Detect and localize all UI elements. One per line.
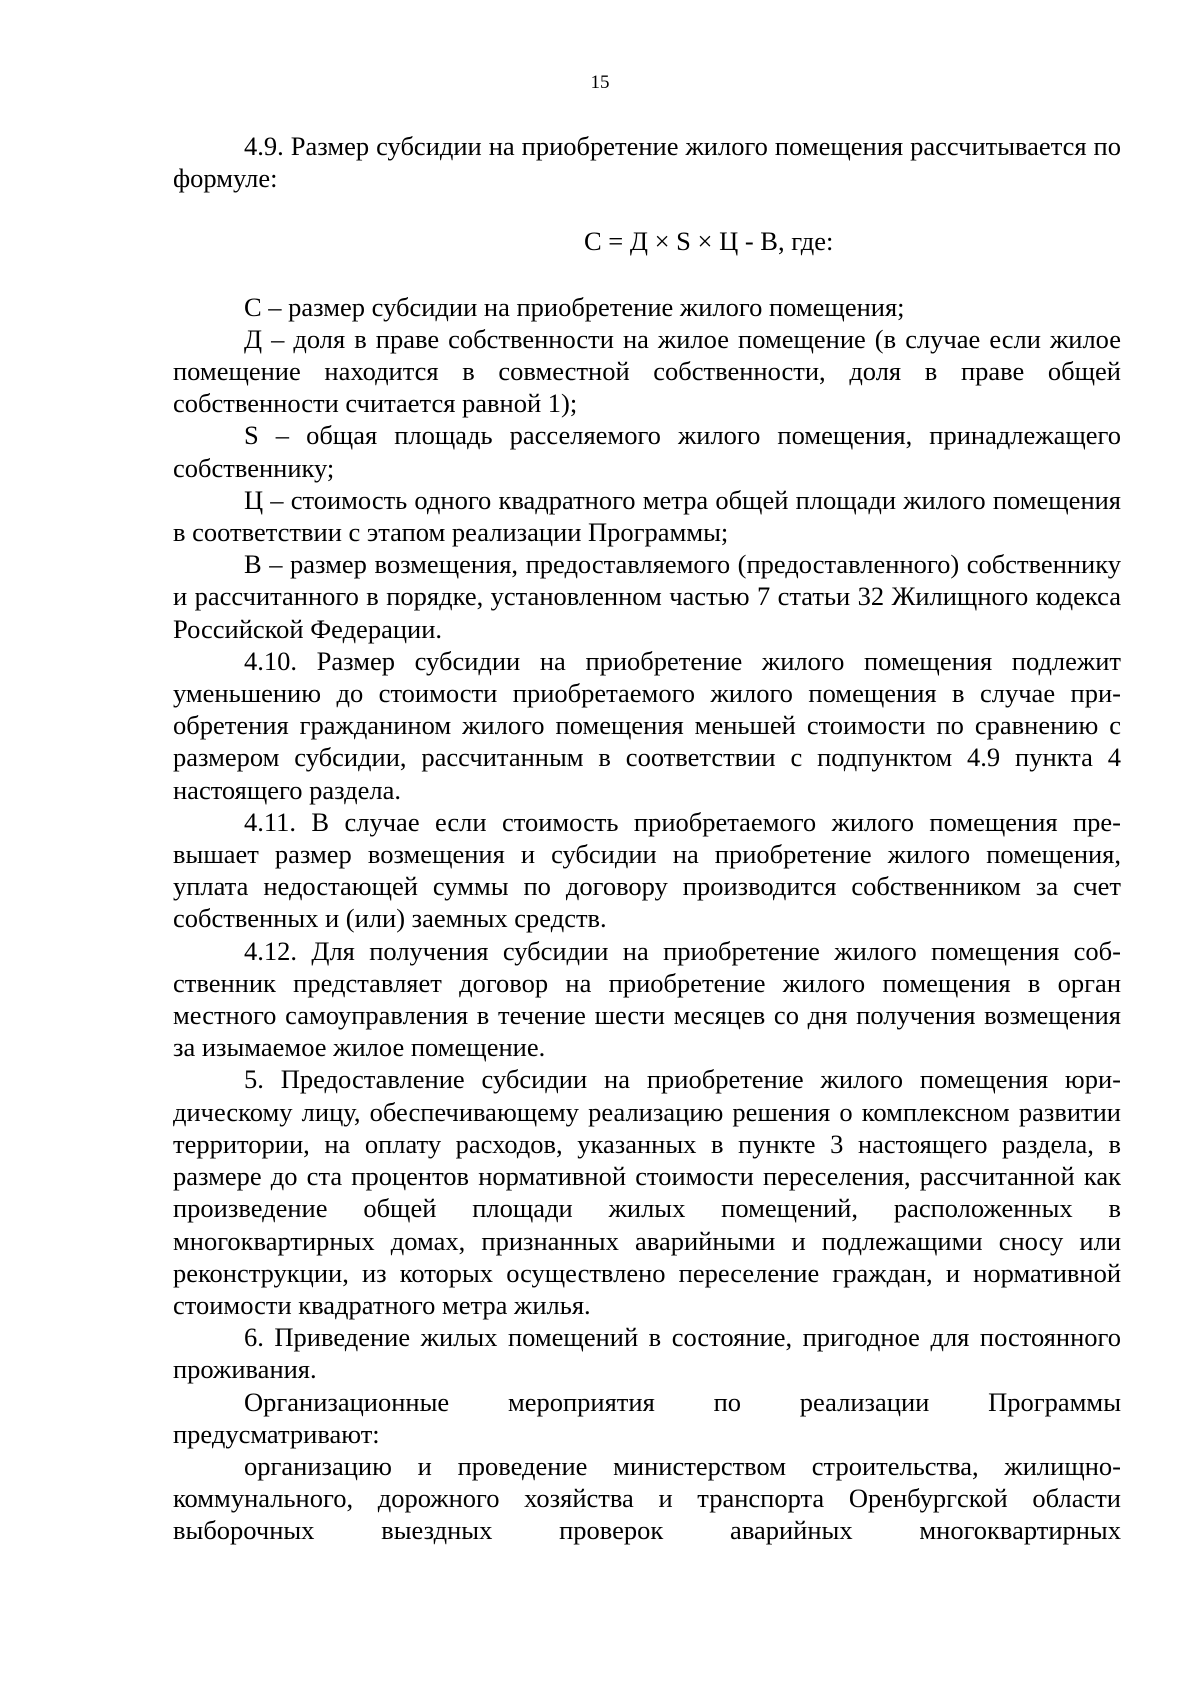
paragraph-organization-item: организацию и проведение министерством строительства, жилищно-коммунального, дорожного хозяйства и транспорта Оренбургской области выборочных выездных проверок аварийных многоквартирных [173,1450,1121,1546]
paragraph-6: 6. Приведение жилых помещений в состояние, пригодное для постоянного проживания. [173,1322,1121,1385]
page-number: 15 [590,72,610,93]
definition-s: S – общая площадь расселяемого жилого помещения, принадлежащего собственнику; [173,420,1121,483]
paragraph-4-11: 4.11. В случае если стоимость приобретаемого жилого помещения превышает размер возмещения и субсидии на приобретение жилого помещения, уплата недостающей суммы по договору производится собственником за счет собственных и (или) заемных средств. [173,806,1121,934]
paragraph-4-9: 4.9. Размер субсидии на приобретение жилого помещения рассчитывается по формуле: [173,131,1121,194]
paragraph-4-10: 4.10. Размер субсидии на приобретение жилого помещения подлежит уменьшению до стоимости приобретаемого жилого помещения в случае приобретения гражданином жилого помещения меньшей стоимости по сравнению с размером субсидии, рассчитанным в соответствии с подпунктом 4.9 пункта 4 настоящего раздела. [173,645,1121,805]
definition-ts: Ц – стоимость одного квадратного метра общей площади жилого помещения в соответствии с этапом реализации Программы; [173,484,1121,548]
paragraph-4-12: 4.12. Для получения субсидии на приобретение жилого помещения собственник представляет договор на приобретение жилого помещения в орган местного самоуправления в течение шести месяцев со дня получения возмещения за изымаемое жилое помещение. [173,935,1121,1063]
paragraph-organizational-measures: Организационные мероприятия по реализации Программы предусматривают: [173,1386,1121,1449]
definition-d: Д – доля в праве собственности на жилое помещение (в случае если жилое помещение находится в совместной собственности, доля в праве общей собственности считается равной 1); [173,323,1121,419]
subsidy-formula: С = Д × S × Ц - В, где: [584,226,834,257]
definition-v: В – размер возмещения, предоставляемого (предоставленного) собственнику и рассчитанного в порядке, установленном частью 7 статьи 32 Жилищного кодекса Российской Федерации. [173,549,1121,644]
paragraph-5: 5. Предоставление субсидии на приобретение жилого помещения юридическому лицу, обеспечивающему реализацию решения о комплексном развитии территории, на оплату расходов, указанных в пункте 3 настоящего раздела, в размере до ста процентов нормативной стоимости переселения, рассчитанной как произведение общей площади жилых помещений, расположенных в многоквартирных домах, признанных аварийными и подлежащими сносу или реконструкции, из которых осуществлено переселение граждан, и нормативной стоимости квадратного метра жилья. [173,1064,1121,1320]
definition-c: С – размер субсидии на приобретение жилого помещения; [244,291,905,322]
document-body [173,130,1121,1547]
